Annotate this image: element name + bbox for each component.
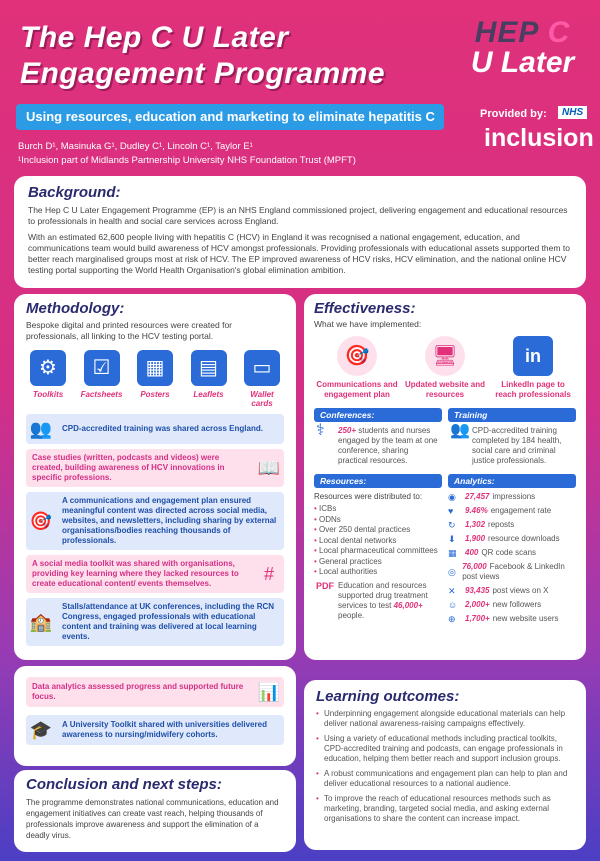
conclusion-text: The programme demonstrates national communications, education and engagement initiatives can create vast reach, helping thousands of professionals improve awareness and support the elimination of a deadly virus. <box>26 798 279 840</box>
stat-row <box>448 546 576 560</box>
training-heading: Training <box>448 408 576 422</box>
conclusion-heading: Conclusion and next steps: <box>26 776 222 793</box>
list-item: • General practices <box>314 557 442 568</box>
globe-icon: ⊕ <box>448 614 456 624</box>
method-strip-case-studies <box>26 449 284 487</box>
list-item: • ICBs <box>314 504 442 515</box>
download-icon: ⬇ <box>448 534 456 544</box>
conference-text: students and nurses engaged by the team at one conference, sharing practical resources. <box>338 426 438 465</box>
strip-text: A University Toolkit shared with universities delivered awareness to nursing/midwifery cohorts. <box>62 720 267 739</box>
resource-wallet-cards <box>240 350 284 408</box>
stat-value: 2,000+ <box>465 600 490 609</box>
stat-row <box>448 490 576 504</box>
methodology-heading: Methodology: <box>26 300 125 317</box>
stat-row <box>448 504 576 518</box>
stat-row <box>448 532 576 546</box>
title-line-1: The Hep C U Later <box>20 21 289 54</box>
stat-value: 93,435 <box>465 586 490 595</box>
stat-row <box>448 612 576 626</box>
implemented-label: LinkedIn page to reach professionals <box>495 380 571 399</box>
conference-icon: 🏫 <box>29 612 53 632</box>
followers-icon: ☺ <box>448 600 458 610</box>
list-item: • Local authorities <box>314 567 442 578</box>
repost-icon: ↻ <box>448 520 456 530</box>
background-heading: Background: <box>28 184 121 201</box>
stat-label: reposts <box>488 520 515 529</box>
method-strip-social-toolkit <box>26 555 284 593</box>
implemented-label: Communications and engagement plan <box>316 380 398 399</box>
methodology-intro: Bespoke digital and printed resources were created for professionals, all linking to the HCV testing portal. <box>26 320 233 341</box>
stat-row <box>448 584 576 598</box>
resources-heading: Resources: <box>314 474 442 488</box>
qr-code-icon: ▦ <box>448 548 457 558</box>
stat-value: 27,457 <box>465 492 490 501</box>
strip-text: CPD-accredited training was shared across England. <box>62 424 263 433</box>
list-item: • Local dental networks <box>314 536 442 547</box>
stat-label: Facebook & LinkedIn post views <box>462 562 565 581</box>
resource-factsheets <box>80 350 124 408</box>
drug-text: Education and resources supported drug treatment services to test <box>338 580 428 610</box>
stat-row <box>448 518 576 532</box>
methodology-continued-panel <box>14 666 296 766</box>
resources-block <box>314 474 442 626</box>
stat-label: new followers <box>492 600 542 609</box>
method-strip-training <box>26 414 284 444</box>
nurse-icon: ⚕ <box>316 422 325 439</box>
method-strip-comms-plan <box>26 492 284 550</box>
analytics-heading: Analytics: <box>448 474 576 488</box>
strip-text: A communications and engagement plan ensured meaningful content was directed across social media, websites, and newsletters, including sharing by external organisations/bodies reaching thousands of professionals. <box>62 496 277 545</box>
target-icon: 🎯 <box>29 511 53 531</box>
resource-label: Leaflets <box>193 390 224 399</box>
book-icon: 📖 <box>257 458 281 478</box>
implemented-website <box>402 336 488 400</box>
linkedin-icon: in <box>513 336 553 376</box>
effectiveness-intro: What we have implemented: <box>314 319 422 329</box>
strip-text: Stalls/attendance at UK conferences, including the RCN Congress, engaged professionals with educational content and training was delivered at local learning events. <box>62 602 275 641</box>
nhs-logo: NHS <box>558 106 587 119</box>
authors-block <box>18 140 356 168</box>
stat-label: engagement rate <box>490 506 552 515</box>
stat-label: resource downloads <box>488 534 560 543</box>
stat-label: post views on X <box>492 586 549 595</box>
effectiveness-panel <box>304 294 586 660</box>
poster-icon: ▦ <box>137 350 173 386</box>
stat-value: 9.46% <box>465 506 488 515</box>
wallet-icon: ▭ <box>244 350 280 386</box>
background-paragraph-1: The Hep C U Later Engagement Programme (EP) is an NHS England commissioned project, delivering engagement and educational resources to professionals in health and social care services across England. <box>28 205 568 226</box>
list-item: • ODNs <box>314 515 442 526</box>
hep-c-u-later-logo <box>455 16 590 80</box>
provided-by-label: Provided by: <box>480 108 547 120</box>
stat-value: 1,700+ <box>465 614 490 623</box>
drug-end: people. <box>338 610 365 620</box>
methodology-panel <box>14 294 296 660</box>
resources-intro: Resources were distributed to: <box>314 492 423 501</box>
strip-text: Data analytics assessed progress and supported future focus. <box>32 682 244 701</box>
subtitle-bar: Using resources, education and marketing to eliminate hepatitis C <box>16 104 444 130</box>
x-icon: ✕ <box>448 586 456 596</box>
stat-label: new website users <box>492 614 559 623</box>
logo-hep: HEP <box>474 16 548 49</box>
resource-label: Posters <box>140 390 170 399</box>
resource-label: Toolkits <box>32 390 64 399</box>
stat-label: impressions <box>492 492 536 501</box>
training-icon: 👥 <box>29 419 53 439</box>
resource-icons-row <box>26 350 284 408</box>
resource-leaflets <box>187 350 231 408</box>
strip-text: Case studies (written, podcasts and videos) were created, building awareness of HCV innovations in specific professions. <box>32 453 225 482</box>
affiliation: ¹Inclusion part of Midlands Partnership University NHS Foundation Trust (MPFT) <box>18 155 356 166</box>
training-group-icon: 👥 <box>450 422 470 439</box>
effectiveness-heading: Effectiveness: <box>314 300 416 317</box>
list-item: • Over 250 dental practices <box>314 525 442 536</box>
megaphone-icon: 🎯 <box>337 336 377 376</box>
stat-row <box>448 598 576 612</box>
implemented-comms-plan <box>314 336 400 400</box>
list-item: • Using a variety of educational methods including practical toolkits, CPD-accredited training and podcasts, can engage professionals in education, helping them better reach and support inclusion groups. <box>316 734 574 764</box>
method-strip-conferences <box>26 598 284 646</box>
inclusion-logo: inclusion <box>484 124 594 152</box>
resources-list <box>314 504 442 578</box>
stat-value: 1,302 <box>465 520 486 529</box>
resource-label: Factsheets <box>80 390 123 399</box>
social-icon: ◎ <box>448 567 456 577</box>
analytics-block <box>448 474 576 626</box>
resource-posters <box>133 350 177 408</box>
stat-value: 1,900 <box>465 534 486 543</box>
training-block <box>448 408 576 470</box>
implemented-row <box>314 336 576 400</box>
factsheet-icon: ☑ <box>84 350 120 386</box>
stat-label: QR code scans <box>481 548 537 557</box>
learning-outcomes-heading: Learning outcomes: <box>316 688 460 705</box>
logo-u-later: U Later <box>470 46 575 79</box>
conference-count: 250+ <box>338 426 357 435</box>
implemented-label: Updated website and resources <box>404 380 485 399</box>
list-item: • Underpinning engagement alongside educational materials can help deliver national awareness-raising campaigns effectively. <box>316 709 574 729</box>
method-strip-analytics <box>26 677 284 707</box>
implemented-linkedin <box>490 336 576 400</box>
engagement-icon: ♥ <box>448 506 454 516</box>
conferences-block <box>314 408 442 470</box>
background-paragraph-2: With an estimated 62,600 people living with hepatitis C (HCV) in England it was recognised a national engagement, education, and communications team would build awareness of HCV amongst professionals. Providing professionals with educational assets supported them to better reach marginalised groups most at risk of HCV. The EP improved awareness of HCV risks, HCV elimination, and the national online HCV testing portal supporting the World Health Organisation's global elimination ambition. <box>28 232 570 275</box>
list-item: • Local pharmaceutical committees <box>314 546 442 557</box>
logo-c: C <box>547 16 571 49</box>
stat-row <box>448 562 576 582</box>
background-panel <box>14 176 586 288</box>
conferences-heading: Conferences: <box>314 408 442 422</box>
website-icon: 🖥 <box>425 336 465 376</box>
poster-title <box>20 20 385 92</box>
resource-toolkits <box>26 350 70 408</box>
resource-label: Wallet cards <box>250 390 274 408</box>
strip-text: A social media toolkit was shared with organisations, providing key learning where they lacked resources to create educational content/ events themselves. <box>32 559 239 588</box>
learning-outcomes-list <box>316 709 574 824</box>
stat-value: 76,000 <box>462 562 487 571</box>
title-line-2: Engagement Programme <box>20 57 386 90</box>
authors: Burch D¹, Masinuka G¹, Dudley C¹, Lincoln C¹, Taylor E¹ <box>18 141 253 152</box>
leaflet-icon: ▤ <box>191 350 227 386</box>
list-item: • A robust communications and engagement plan can help to plan and deliver educational resources to a national audience. <box>316 769 574 789</box>
hashtag-icon: # <box>263 564 274 584</box>
drug-count: 46,000+ <box>393 600 423 610</box>
eye-icon: ◉ <box>448 492 456 502</box>
method-strip-university <box>26 715 284 745</box>
chart-icon: 📊 <box>257 682 281 702</box>
graduation-icon: 🎓 <box>29 720 53 740</box>
conclusion-panel <box>14 770 296 852</box>
learning-outcomes-panel <box>304 680 586 850</box>
pdf-icon: PDF <box>316 580 334 591</box>
stat-value: 400 <box>465 548 479 557</box>
training-text: CPD-accredited training completed by 184 health, social care and criminal justice professionals. <box>472 426 562 465</box>
toolkit-icon: ⚙ <box>30 350 66 386</box>
list-item: • To improve the reach of educational resources methods such as marketing, branding, targeted social media, and asking external organisations to share the content can increase impact. <box>316 794 574 824</box>
